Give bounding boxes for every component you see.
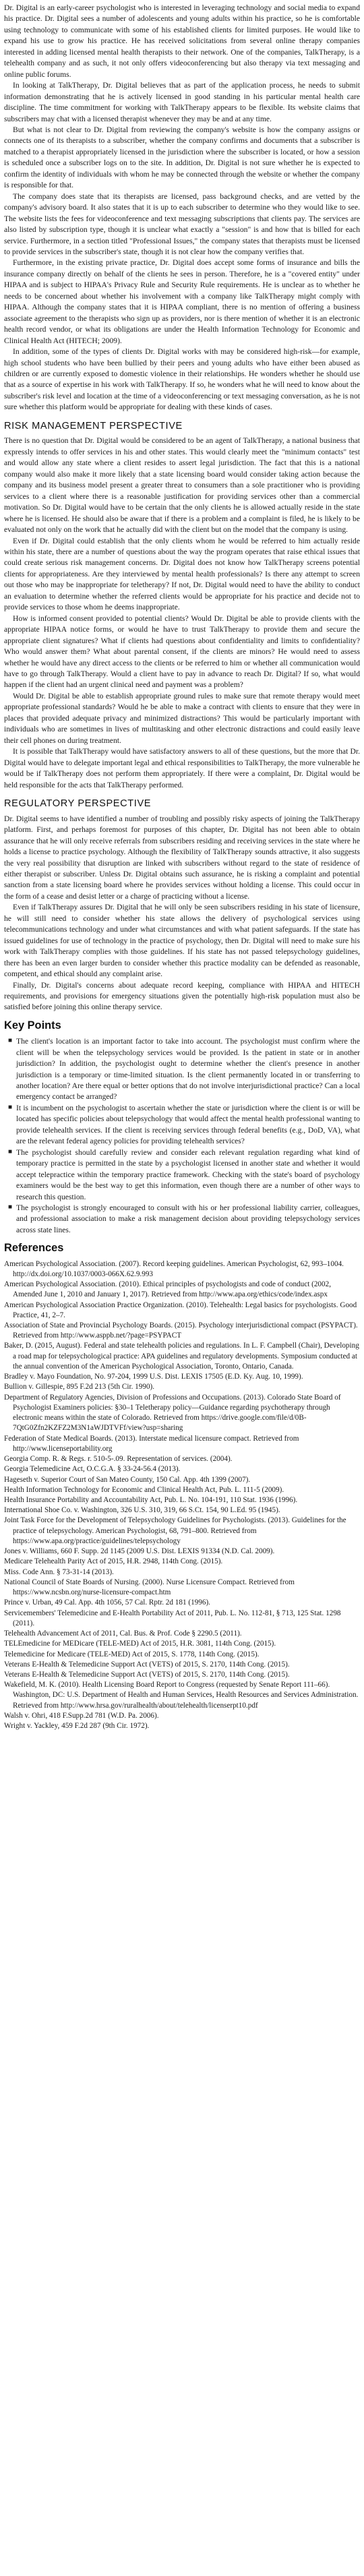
reference-entry: Health Information Technology for Economic and Clinical Health Act, Pub. L. 111-5 (2009). xyxy=(4,1485,284,1494)
key-point-item xyxy=(8,1203,360,1236)
reference-entry: American Psychological Association. (2010). Ethical principles of psychologists and code of conduct (2002, Amended June 1, 2010 and January 1, 2017). Retrieved from http://www.apa.org/ethics/code/index.aspx xyxy=(4,1280,331,1299)
reference-entry: Bullion v. Gillespie, 895 F.2d 213 (5th Cir. 1990). xyxy=(4,1383,155,1391)
bullet-icon: ■ xyxy=(8,1103,13,1111)
reference-entry: Health Insurance Portability and Accountability Act, Pub. L. No. 104-191, 110 Stat. 1936 (1996). xyxy=(4,1496,298,1504)
key-point-item xyxy=(8,1103,360,1147)
references-section xyxy=(4,1240,360,1731)
reference-entry: Veterans E-Health & Telemedicine Support Act (VETS) of 2015, S. 2170, 114th Cong. (2015). xyxy=(4,1660,290,1669)
body-paragraph: Dr. Digital seems to have identified a number of troubling and possibly risky aspects of joining the TalkTherapy platform. First, and perhaps foremost for purposes of this chapter, Dr. Digital has not been able to obtain assurance that he will only receive referrals from subscribers residing and receiving services in the state where he holds a license to practice psychology. Although the flexibility of TalkTherapy sounds attractive, it also suggests the very real possibility that disruption are linked with subscribers without regard to the state of residence of either therapist or subscriber. Unless Dr. Digital obtains such assurance, he is risking a complaint and potential sanction from a state licensing board where he provides services without holding a license. This could occur in the form of a cease and desist letter or a charge of practicing without a license. xyxy=(4,814,360,901)
body-paragraph: But what is not clear to Dr. Digital from reviewing the company's website is how the company assigns or connects one of its therapists to a subscriber, whether the company confirms and documents that a subscriber is matched to a therapist appropriately licensed in the jurisdiction where the subscriber is located, or how a session is scheduled once a subscriber logs on to the site. In addition, Dr. Digital is not sure whether he is expected to confirm the identity of individuals with whom he may be connected through the website or whether the company is responsible for that. xyxy=(4,125,360,190)
reference-entry: Joint Task Force for the Development of Telepsychology Guidelines for Psychologists. (2013). Guidelines for the practice of telepsychology. American Psychologist, 68, 791–800. Retrieved from https://www.apa.org/practice/guidelines/telepsychology xyxy=(4,1516,346,1545)
body-paragraph: In addition, some of the types of clients Dr. Digital works with may be considered high-risk—for example, high school students who have been bullied by their peers and young adults who have either been abused as children or are currently exposed to domestic violence in their relationships. He wonders whether he should use that as a source of expertise in his work with TalkTherapy. If so, he wonders what he will need to know about the subscriber's risk level and location at the time of a videoconferencing or text messaging conversation, as he is not sure whether this platform would be appropriate for dealing with these kinds of cases. xyxy=(4,347,360,412)
reference-entry: Federation of State Medical Boards. (2013). Interstate medical licensure compact. Retrieved from http://www.licenseportability.org xyxy=(4,1434,299,1453)
reference-entry: Miss. Code Ann. § 73-31-14 (2013). xyxy=(4,1567,114,1576)
key-point-item xyxy=(8,1147,360,1203)
reference-entry: Servicemembers' Telemedicine and E-Health Portability Act of 2011, Pub. L. No. 112-81, § 713, 125 Stat. 1298 (2011). xyxy=(4,1609,341,1627)
body-paragraph: Furthermore, in the existing private practice, Dr. Digital does accept some forms of insurance and bills the insurance company directly on behalf of the clients he sees in person. Therefore, he is a "covered entity" under HIPAA and is subject to HIPAA's Privacy Rule and Security Rule requirements. He is unclear as to whether he needs to be concerned about whether his involvement with a company like TalkTherapy might comply with HIPAA. Although the company states that it is HIPAA compliant, there is no mention of offering a business associate agreement to the therapists who sign up as providers, nor is there mention of whether it is an electronic health record vendor, or what its obligations are under the Health Information Technology for Economic and Clinical Health Act (HITECH; 2009). xyxy=(4,258,360,345)
reference-entry: American Psychological Association Practice Organization. (2010). Telehealth: Legal basics for psychologists. Good Practice, 41, 2–7. xyxy=(4,1300,357,1319)
body-paragraph: In looking at TalkTherapy, Dr. Digital believes that as part of the application process, he needs to submit information demonstrating that he is actively licensed in good standing in his particular mental health care discipline. The time commitment for working with TalkTherapy appears to be flexible. Its website claims that subscribers may chat with a licensed therapist whenever they may be and at any time. xyxy=(4,81,360,123)
risk-management-section xyxy=(4,419,360,791)
body-paragraph: Even if TalkTherapy assures Dr. Digital that he will only be seen subscribers residing in his state of licensure, he will still need to consider whether his state allows the delivery of psychological services using telecommunications technology and under what circumstances and with what patient safeguards. If the state has issued guidelines for use of technology in the practice of psychology, then Dr. Digital will need to make sure his work with TalkTherapy complies with those guidelines. If his state has not passed telepsychology guidelines, there has been an even larger burden to consider whether this practice modality can be defended as reasonable, competent, and ethical should any complaint arise. xyxy=(4,903,360,979)
section-heading: RISK MANAGEMENT PERSPECTIVE xyxy=(4,420,183,431)
reference-entry: Hageseth v. Superior Court of San Mateo County, 150 Cal. App. 4th 1399 (2007). xyxy=(4,1475,251,1484)
reference-entry: Georgia Comp. R. & Regs. r. 510-5-.09. Representation of services. (2004). xyxy=(4,1455,233,1464)
body-paragraph: Finally, Dr. Digital's concerns about adequate record keeping, compliance with HIPAA and HITECH requirements, and provisions for emergency situations given the potentially high-risk population must also be satisfied before joining this online therapy service. xyxy=(4,980,360,1012)
reference-entry: Telehealth Advancement Act of 2011, Cal. Bus. & Prof. Code § 2290.5 (2011). xyxy=(4,1629,242,1638)
case-vignette xyxy=(4,3,360,413)
reference-entry: Association of State and Provincial Psychology Boards. (2015). Psychology interjurisdictional compact (PSYPACT). Retrieved from http://www.asppb.net/?page=PSYPACT xyxy=(4,1321,358,1340)
section-heading: REGULATORY PERSPECTIVE xyxy=(4,798,152,809)
references-list xyxy=(4,1259,360,1732)
reference-entry: Prince v. Urban, 49 Cal. App. 4th 1056, 57 Cal. Rptr. 2d 181 (1996). xyxy=(4,1598,210,1607)
key-points-list xyxy=(4,1036,360,1236)
reference-entry: Jones v. Williams, 660 F. Supp. 2d 1145 (2009 U.S. Dist. LEXIS 91334 (N.D. Cal. 2009). xyxy=(4,1547,275,1556)
body-paragraph: There is no question that Dr. Digital would be considered to be an agent of TalkTherapy, a national business that expressly intends to offer services in his and other states. This would clearly meet the "minimum contacts" test and would allow any state where a client resides to assert legal jurisdiction. The fact that this is a national company would also make it more likely that a state licensing board would consider taking action because the company and its business model present a greater threat to consumers than a sole practitioner who is providing services to a client where there is a reasonable justification for providing services other than a commercial motivation. So Dr. Digital would have to be certain that the only clients he is allowed actually reside in the state where he is licensed. He should also be aware that if there is a problem and a complaint is filed, he is likely to be evaluated not only on the work that he actually did with the client but on the model that the company is using. xyxy=(4,436,360,535)
reference-entry: Telemedicine for Medicare (TELE-MED) Act of 2015, S. 1778, 114th Cong. (2015). xyxy=(4,1650,260,1658)
reference-entry: Medicare Telehealth Parity Act of 2015, H.R. 2948, 114th Cong. (2015). xyxy=(4,1557,223,1566)
key-point-text: The client's location is an important factor to take into account. The psychologist must confirm where the client will be when the telepsychology services would be provided. Is the patient in state or in another jurisdiction? In addition, the psychologist ought to determine whether the client's presence in another jurisdiction is a temporary or time-limited situation. Is the client permanently located in or transferring to another location? Are there equal or better options that do not involve interjurisdictional practice? Can a local emergency contact be arranged? xyxy=(16,1037,360,1102)
reference-entry: Wright v. Yackley, 459 F.2d 287 (9th Cir. 1972). xyxy=(4,1722,150,1731)
body-paragraph: Even if Dr. Digital could establish that the only clients whom he would be referred to him actually reside within his state, there are a number of questions about the way the program operates that raise ethical issues that could create serious risk management concerns. Dr. Digital does not know how TalkTherapy screens potential clients for appropriateness. Are they interviewed by mental health professionals? Is there any attempt to screen out those who may be inappropriate for teletherapy? If not, Dr. Digital would need to have the ability to conduct an evaluation to determine whether the referred clients would be appropriate for his practice and decide not to provide services to those whom he deems inappropriate. xyxy=(4,536,360,612)
reference-entry: Veterans E-Health & Telemedicine Support Act (VETS) of 2015, S. 2170, 114th Cong. (2015). xyxy=(4,1670,290,1679)
reference-entry: Walsh v. Ohri, 418 F.Supp.2d 781 (W.D. Pa. 2006). xyxy=(4,1711,159,1720)
body-paragraph: The company does state that its therapists are licensed, pass background checks, and are vetted by the company's advisory board. It also states that it is up to each subscriber to determine who they would like to see. The website lists the fees for videoconference and text messaging subscriptions that clients pay. The services are also listed by subscription type, though it is unclear what exactly a "session" is and how that is billed for each service. Furthermore, in a section titled "Professional Issues," the company states that therapists must be licensed to provide services in the subscriber's state, though it is not clear how the company verifies that. xyxy=(4,191,360,256)
key-points-heading: Key Points xyxy=(4,1019,61,1031)
reference-entry: Georgia Telemedicine Act, O.C.G.A. § 33-24-56.4 (2013). xyxy=(4,1465,181,1474)
reference-entry: Baker, D. (2015, August). Federal and state telehealth policies and regulations. In L. F. Campbell (Chair), Developing a road map for telepsychological practice: APA guidelines and regulatory developments. Symposium conducted at the annual convention of the American Psychological Association, Toronto, Ontario, Canada. xyxy=(4,1342,359,1371)
regulatory-section xyxy=(4,797,360,1013)
references-heading: References xyxy=(4,1242,64,1255)
reference-entry: American Psychological Association. (2007). Record keeping guidelines. American Psychologist, 62, 993–1004. http://dx.doi.org/10.1037/0003-066X.62.9.993 xyxy=(4,1259,344,1278)
key-point-text: The psychologist should carefully review and consider each relevant regulation regarding what kind of temporary practice is permitted in the state by a psychologist licensed in another state and whether it would accept telepractice within the temporary practice framework. Checking with the state's board of psychology examiners would be the best way to get this information, even though there are a number of other ways to research this question. xyxy=(16,1147,360,1201)
body-paragraph: It is possible that TalkTherapy would have satisfactory answers to all of these questions, but the more that Dr. Digital would have to delegate important legal and ethical responsibilities to TalkTherapy, the more vulnerable he would be if TalkTherapy does not perform them appropriately. If there were a complaint, Dr. Digital would be held responsible for the acts that TalkTherapy performed. xyxy=(4,747,360,789)
bullet-icon: ■ xyxy=(8,1037,13,1045)
reference-entry: International Shoe Co. v. Washington, 326 U.S. 310, 319, 66 S.Ct. 154, 90 L.Ed. 95 (1945). xyxy=(4,1506,280,1515)
reference-entry: Bradley v. Mayo Foundation, No. 97-204, 1999 U.S. Dist. LEXIS 17505 (E.D. Ky. Aug. 10, 1999). xyxy=(4,1373,303,1381)
bullet-icon: ■ xyxy=(8,1147,13,1156)
key-points-section xyxy=(4,1018,360,1236)
key-point-item xyxy=(8,1036,360,1103)
body-paragraph: Dr. Digital is an early-career psychologist who is interested in leveraging technology and social media to expand his practice. Dr. Digital sees a number of adolescents and young adults within his practice, so he is comfortable using technology to communicate with some of his established clients for limited purposes. He would like to expand his use to grow his practice. He has received solicitations from several online therapy companies interested in adding licensed mental health therapists to their network. One of the companies, TalkTherapy, is a telehealth company and as such, it not only offers videoconferencing but also therapy via text messaging and online public forums. xyxy=(4,3,360,79)
key-point-text: It is incumbent on the psychologist to ascertain whether the state or jurisdiction where the client is or will be located has specific policies about telepsychology that would affect the mental health professional wanting to provide telehealth services. If the client is receiving services through federal benefits (e.g., DoD, VA), what are the relevant federal agency policies for providing telehealth services? xyxy=(16,1103,360,1146)
body-paragraph: Would Dr. Digital be able to establish appropriate ground rules to make sure that remote therapy would meet appropriate professional standards? Would he be able to make a contract with clients to ensure that they were in places that provided adequate privacy and minimized distractions? This would be particularly important with individuals who are sometimes in lives of multitasking and other electronic distractions and could easily leave their cell phones on during treatment. xyxy=(4,691,360,745)
reference-entry: Wakefield, M. K. (2010). Health Licensing Board Report to Congress (requested by Senate Report 111–66). Washington, DC: U.S. Department of Health and Human Services, Health Resources and Services Administration. Retrieved from http://www.hrsa.gov/ruralhealth/about/telehealth/licenserpt10.pdf xyxy=(4,1681,359,1710)
reference-entry: Department of Regulatory Agencies, Division of Professions and Occupations. (2013). Colorado State Board of Psychologist Examiners policies: §30–1 Teletherapy policy—Guidance regarding psychotherapy through electronic means within the state of Colorado. Retrieved from https://drive.google.com/file/d/0B-7QtG0Zfn2KZFZ2M3N1aWJDTVFf/view?usp=sharing xyxy=(4,1393,341,1433)
bullet-icon: ■ xyxy=(8,1203,13,1211)
reference-entry: TELEmedicine for MEDicare (TELE-MED) Act of 2015, H.R. 3081, 114th Cong. (2015). xyxy=(4,1640,276,1648)
reference-entry: National Council of State Boards of Nursing. (2000). Nurse Licensure Compact. Retrieved from https://www.ncsbn.org/nurse-licensure-compact.htm xyxy=(4,1578,295,1597)
key-point-text: The psychologist is strongly encouraged to consult with his or her professional liability carrier, colleagues, and professional association to make a risk management decision about providing telepsychology services across state lines. xyxy=(16,1203,360,1234)
body-paragraph: How is informed consent provided to potential clients? Would Dr. Digital be able to provide clients with the appropriate HIPAA notice forms, or would he have to trust TalkTherapy to provide them and secure the appropriate client signatures? What if clients had questions about confidentiality and limits to confidentiality? Who would answer them? What about parental consent, if the clients are minors? He would need to assess whether he would have any direct access to the clients or be referred to him or whether all communication would have to go through TalkTherapy. Would a client have to pay in advance to reach Dr. Digital? If so, what would happen if the client had an urgent clinical need and payment was a problem? xyxy=(4,613,360,690)
